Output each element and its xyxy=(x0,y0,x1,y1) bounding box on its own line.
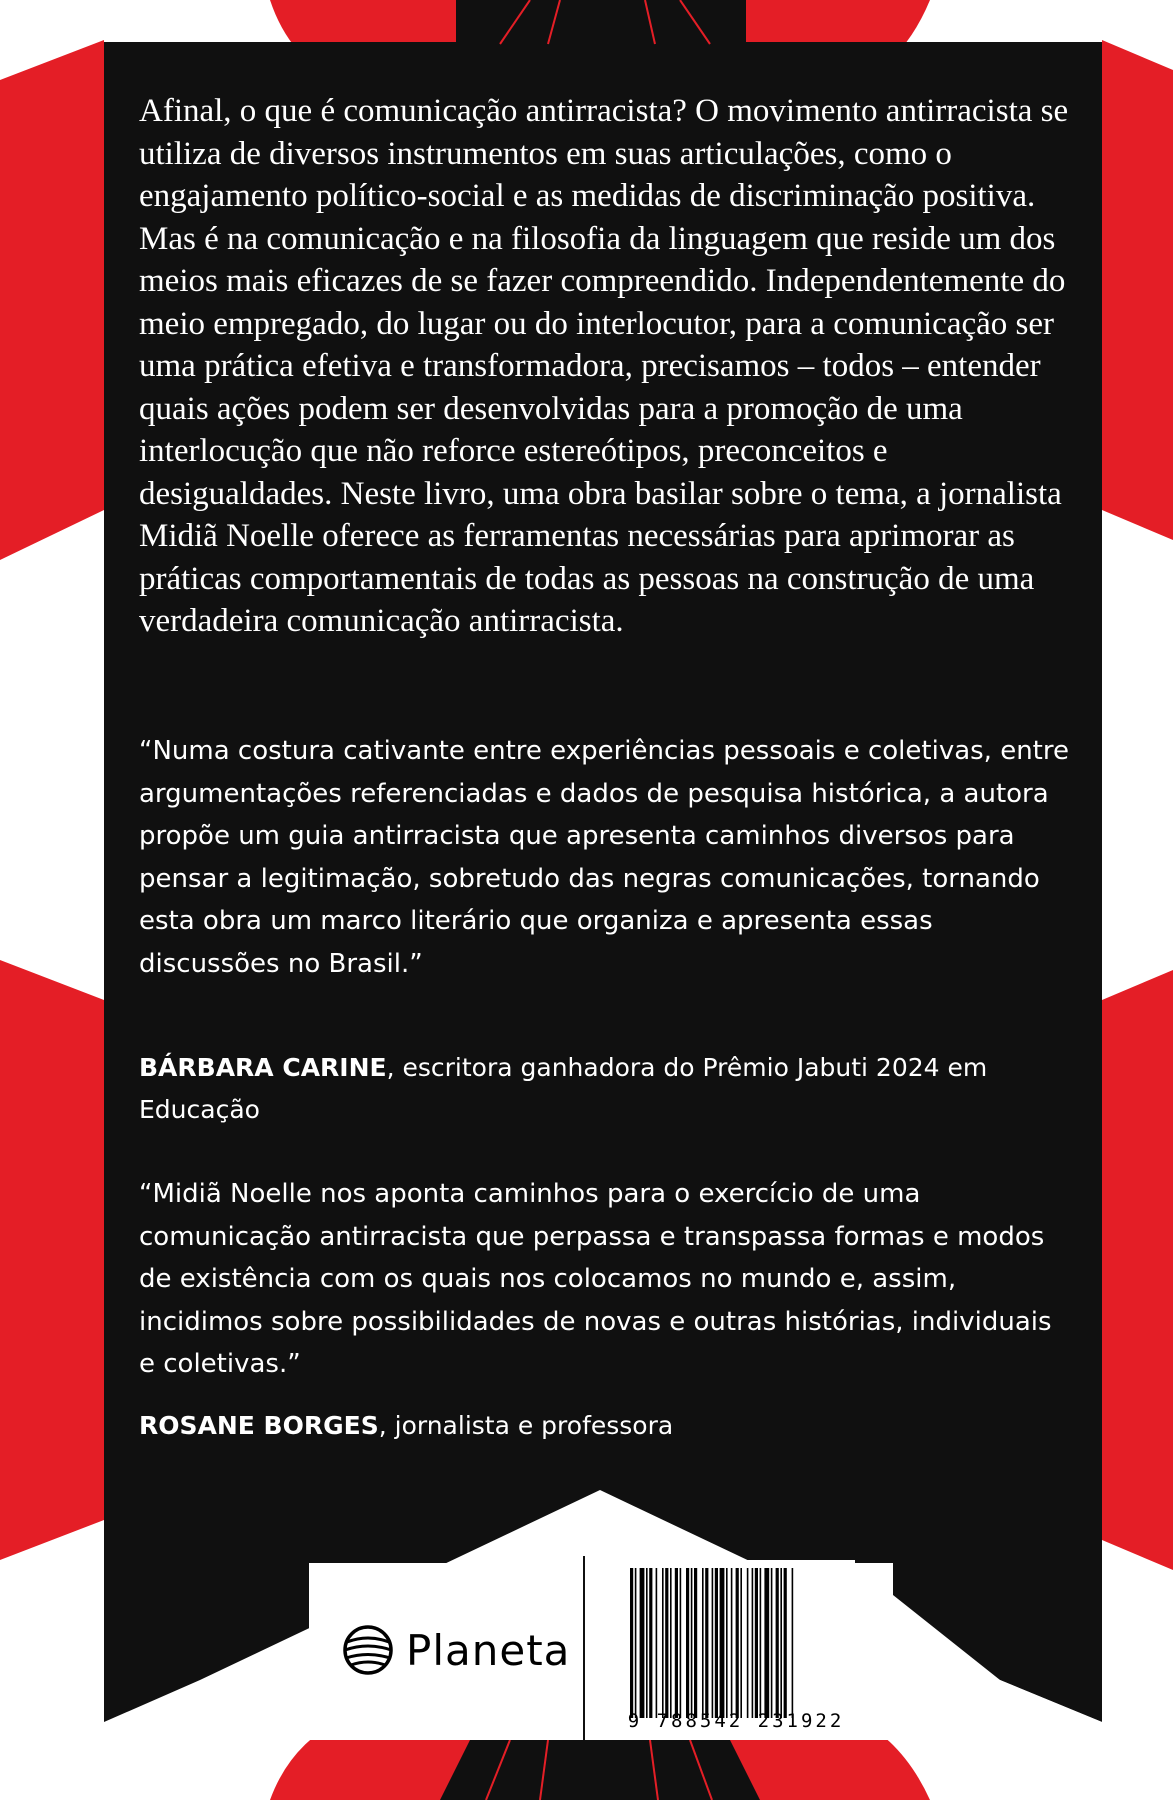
barcode-bar xyxy=(649,1568,652,1718)
barcode-bar xyxy=(720,1568,725,1718)
publisher-logo xyxy=(342,1622,570,1678)
barcode-bar xyxy=(780,1568,782,1718)
barcode-bar xyxy=(662,1568,664,1718)
barcode-bar xyxy=(705,1568,708,1718)
barcode-bar xyxy=(635,1568,637,1718)
barcode-bar xyxy=(694,1568,697,1718)
red-band-top-right xyxy=(1102,40,1173,540)
globe-icon xyxy=(342,1624,394,1676)
quote-attribution xyxy=(139,1405,1039,1447)
barcode-bar xyxy=(630,1568,633,1718)
barcode-bars xyxy=(630,1568,842,1718)
top-flask-shape xyxy=(456,0,746,44)
synopsis-text: Afinal, o que é comunicação antirracista? O movimento antirracista se utiliza de diversos instrumentos em suas articulações, como o engajamento político-social e as medidas de discriminação positiva. Mas é na comunicação e na filosofia da linguagem que reside um dos meios mais eficazes de se fazer compreendido. Independentemente do meio empregado, do lugar ou do interlocutor, para a comunicação ser uma prática efetiva e transformadora, precisamos – todos – entender quais ações podem ser desenvolvidas para a promoção de uma interlocução que não reforce estereótipos, preconceitos e desigualdades. Neste livro, uma obra basilar sobre o tema, a jornalista Midiã Noelle oferece as ferramentas necessárias para aprimorar as práticas comportamentais de todas as pessoas na construção de uma verdadeira comunicação antirracista. xyxy=(139,93,1069,639)
barcode-bar xyxy=(784,1568,787,1718)
barcode-bar xyxy=(691,1568,693,1718)
barcode-bar xyxy=(755,1568,758,1718)
bottom-flask-shape xyxy=(440,1740,760,1800)
quote-rosane-borges: “Midiã Noelle nos aponta caminhos para o exercício de uma comunicação antirracista que perpassa e transpassa formas e modos de existência com os quais nos colocamos no mundo e, assim, incidimos sobre possibilidades de novas e outras histórias, individuais e coletivas.” xyxy=(139,1179,1052,1379)
quote-author-role: , escritora ganhadora do Prêmio Jabuti 2024 em Educação xyxy=(139,1053,988,1124)
barcode-bar xyxy=(726,1568,728,1718)
barcode xyxy=(617,1560,855,1738)
quote-author: BÁRBARA CARINE xyxy=(139,1053,387,1082)
barcode-bar xyxy=(731,1568,733,1718)
barcode-bar xyxy=(656,1568,658,1718)
barcode-bar xyxy=(675,1568,678,1718)
red-band-bottom-left xyxy=(0,960,104,1560)
red-band-bottom-right xyxy=(1102,970,1173,1570)
barcode-bar xyxy=(680,1568,682,1718)
barcode-bar xyxy=(764,1568,769,1718)
barcode-bar xyxy=(760,1568,762,1718)
barcode-bar xyxy=(665,1568,668,1718)
barcode-bar xyxy=(712,1568,714,1718)
barcode-bar xyxy=(771,1568,773,1718)
barcode-bar xyxy=(702,1568,704,1718)
barcode-bar xyxy=(747,1568,749,1718)
barcode-bar xyxy=(715,1568,718,1718)
barcode-bar xyxy=(640,1568,645,1718)
quote-author: ROSANE BORGES xyxy=(139,1411,379,1440)
barcode-bar xyxy=(686,1568,689,1718)
publisher-name: Planeta xyxy=(406,1625,571,1675)
barcode-bar xyxy=(670,1568,672,1718)
barcode-bar xyxy=(740,1568,742,1718)
quote-barbara-carine: “Numa costura cativante entre experiências pessoais e coletivas, entre argumentações referenciadas e dados de pesquisa histórica, a autora propõe um guia antirracista que apresenta caminhos diversos para pensar a legitimação, sobretudo das negras comunicações, tornando esta obra um marco literário que organiza e apresenta essas discussões no Brasil.” xyxy=(139,736,1069,979)
quote-author-role: , jornalista e professora xyxy=(378,1411,674,1440)
barcode-bar xyxy=(776,1568,779,1718)
red-band-top-left xyxy=(0,40,104,560)
quote-attribution xyxy=(139,1047,1039,1131)
barcode-bar xyxy=(752,1568,754,1718)
barcode-bar xyxy=(792,1568,794,1718)
barcode-bar xyxy=(736,1568,739,1718)
barcode-bar xyxy=(646,1568,648,1718)
isbn-number: 9 788542 231922 xyxy=(627,1710,845,1732)
